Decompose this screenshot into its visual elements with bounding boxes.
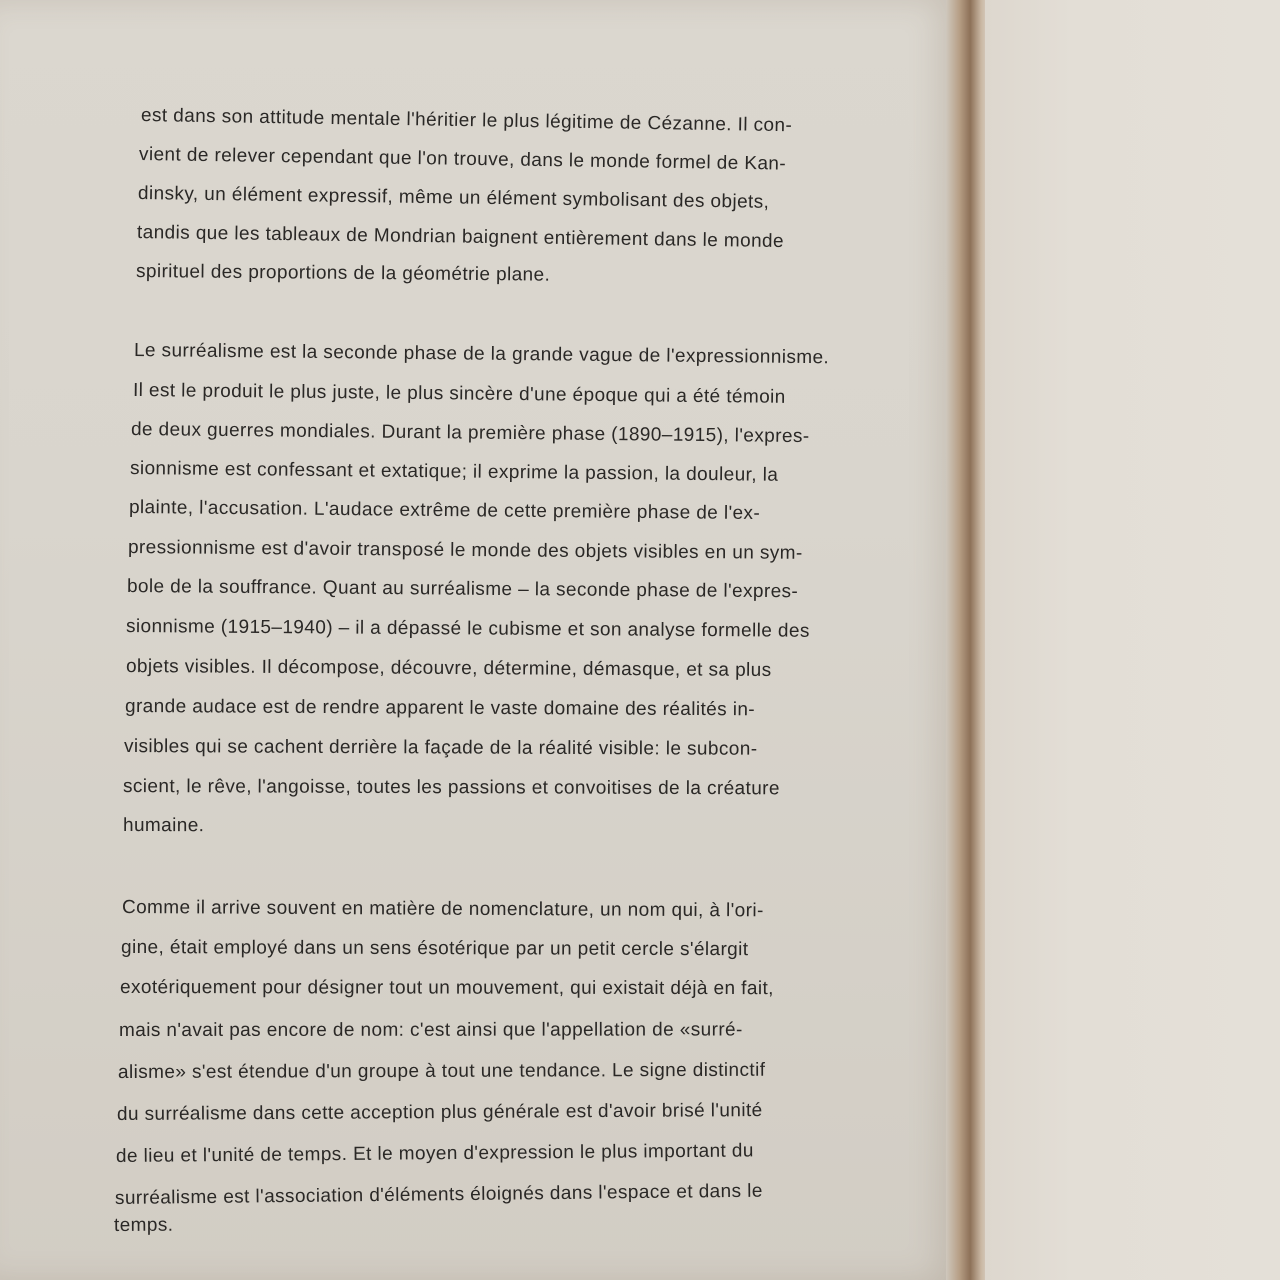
text-line: bole de la souffrance. Quant au surréalisme – la seconde phase de l'expres- [126, 576, 799, 603]
text-line: vient de relever cependant que l'on trouve, dans le monde formel de Kan- [138, 144, 787, 175]
text-line: gine, était employé dans un sens ésotérique par un petit cercle s'élargit [120, 937, 749, 961]
text-line: de deux guerres mondiales. Durant la première phase (1890–1915), l'expres- [130, 419, 810, 448]
text-line: temps. [113, 1214, 174, 1236]
text-line: sionnisme est confessant et extatique; il exprime la passion, la douleur, la [129, 458, 779, 486]
text-line: spirituel des proportions de la géométrie plane. [135, 261, 551, 286]
text-line: plainte, l'accusation. L'audace extrême de cette première phase de l'ex- [128, 497, 761, 525]
text-line: exotériquement pour désigner tout un mouvement, qui existait déjà en fait, [119, 977, 774, 1000]
text-line: tandis que les tableaux de Mondrian baignent entièrement dans le monde [136, 222, 785, 253]
text-line: Le surréalisme est la seconde phase de la grande vague de l'expressionnisme. [133, 340, 830, 369]
text-line: Comme il arrive souvent en matière de nomenclature, un nom qui, à l'ori- [121, 897, 764, 922]
text-line: alisme» s'est étendue d'un groupe à tout une tendance. Le signe distinctif [117, 1059, 766, 1083]
text-line: Il est le produit le plus juste, le plus sincère d'une époque qui a été témoin [132, 380, 786, 408]
text-line: est dans son attitude mentale l'héritier le plus légitime de Cézanne. Il con- [140, 105, 793, 137]
right-page [985, 0, 1280, 1280]
text-line: de lieu et l'unité de temps. Et le moyen d'expression le plus important du [115, 1140, 754, 1167]
text-line: grande audace est de rendre apparent le vaste domaine des réalités in- [124, 696, 756, 721]
text-line: mais n'avait pas encore de nom: c'est ainsi que l'appellation de «surré- [118, 1019, 743, 1041]
text-line: sionnisme (1915–1940) – il a dépassé le cubisme et son analyse formelle des [125, 616, 810, 642]
text-line: visibles qui se cachent derrière la façade de la réalité visible: le subcon- [123, 736, 758, 760]
text-line: humaine. [122, 815, 205, 837]
text-line: objets visibles. Il décompose, découvre, détermine, démasque, et sa plus [125, 656, 772, 681]
text-line: scient, le rêve, l'angoisse, toutes les passions et convoitises de la créature [122, 776, 780, 800]
text-line: pressionnisme est d'avoir transposé le monde des objets visibles en un sym- [127, 537, 803, 564]
text-line: dinsky, un élément expressif, même un élément symbolisant des objets, [137, 183, 770, 213]
text-line: du surréalisme dans cette acception plus générale est d'avoir brisé l'unité [116, 1100, 763, 1125]
text-line: surréalisme est l'association d'éléments éloignés dans l'espace et dans le [114, 1180, 763, 1209]
